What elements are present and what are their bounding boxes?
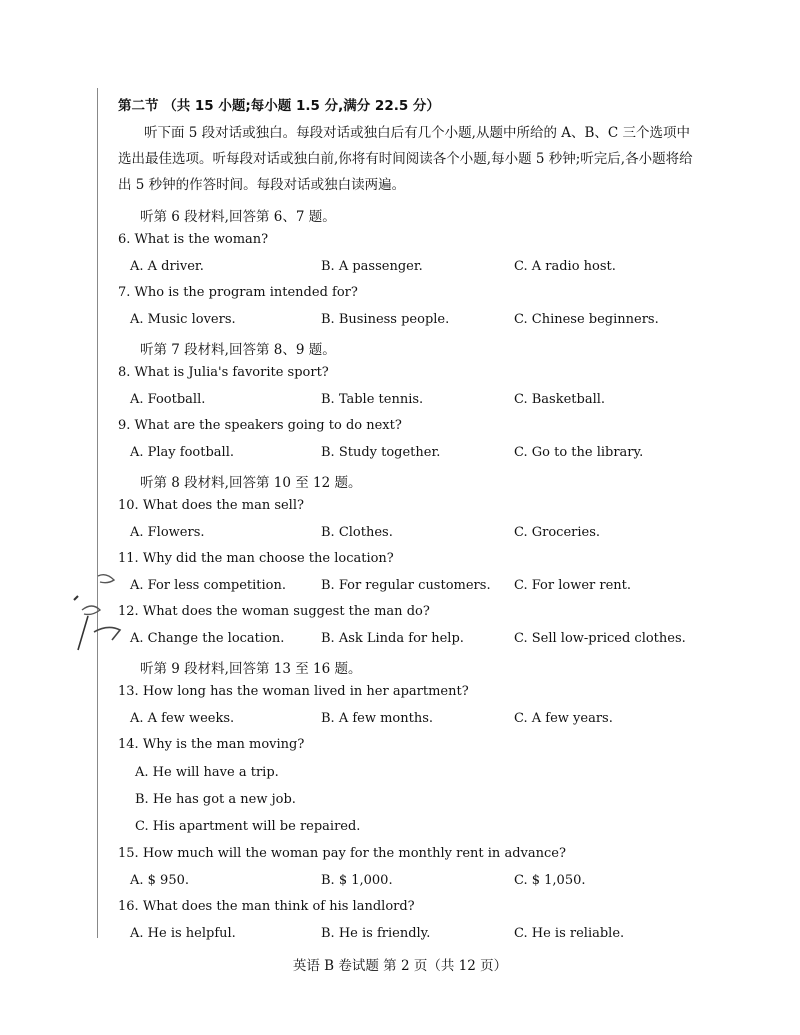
option-b: B. Table tennis. (321, 392, 424, 407)
question-text: What does the man sell? (142, 498, 304, 513)
option-c: C. Sell low-priced clothes. (514, 631, 686, 646)
question-text: How long has the woman lived in her apartment? (142, 684, 469, 699)
question-15 (118, 846, 566, 861)
option-c: C. For lower rent. (514, 578, 632, 593)
question-text: What are the speakers going to do next? (134, 418, 402, 433)
question-number: 8. (118, 365, 131, 380)
option-b: B. He is friendly. (321, 926, 431, 941)
option-b: B. A passenger. (321, 259, 423, 274)
option-c: C. Basketball. (514, 392, 606, 407)
question-text: What is the woman? (134, 232, 269, 247)
pencil-scribble-icon (70, 570, 140, 660)
question-text: Who is the program intended for? (134, 285, 358, 300)
question-14 (118, 737, 304, 752)
question-10 (118, 498, 304, 513)
option-a: A. A driver. (130, 259, 204, 274)
option-a: A. Change the location. (130, 631, 285, 646)
question-number: 10. (118, 498, 139, 513)
option-b: B. Study together. (321, 445, 441, 460)
group-instruction: 听第 6 段材料,回答第 6、7 题。 (140, 209, 336, 225)
option-b: B. A few months. (321, 711, 434, 726)
option-c: C. He is reliable. (514, 926, 625, 941)
group-instruction: 听第 7 段材料,回答第 8、9 题。 (140, 342, 336, 358)
option-c: C. Chinese beginners. (514, 312, 659, 327)
section-instruction: 听下面 5 段对话或独白。每段对话或独白后有几个小题,从题中所给的 A、B、C 三个选项中选出最佳选项。听每段对话或独白前,你将有时间阅读各个小题,每小题 5 秒钟;听完后,各小题将给出 5 秒钟的作答时间。每段对话或独白读两遍。 (118, 125, 693, 193)
question-6 (118, 232, 268, 247)
question-text: What does the man think of his landlord? (142, 899, 415, 914)
question-number: 12. (118, 604, 139, 619)
option-a: A. For less competition. (130, 578, 287, 593)
question-text: Why is the man moving? (142, 737, 305, 752)
question-text: What is Julia's favorite sport? (134, 365, 329, 380)
option-a: A. He will have a trip. (135, 765, 279, 780)
question-number: 9. (118, 418, 131, 433)
page-footer: 英语 B 卷试题 第 2 页（共 12 页） (292, 958, 508, 974)
section-title: 第二节 （共 15 小题;每小题 1.5 分,满分 22.5 分） (118, 98, 440, 114)
question-text: Why did the man choose the location? (142, 551, 394, 566)
option-a: A. A few weeks. (130, 711, 235, 726)
option-b: B. He has got a new job. (135, 792, 296, 807)
option-b: B. Clothes. (321, 525, 393, 540)
option-a: A. Music lovers. (130, 312, 236, 327)
question-9 (118, 418, 402, 433)
question-number: 16. (118, 899, 139, 914)
group-instruction: 听第 9 段材料,回答第 13 至 16 题。 (140, 661, 362, 677)
option-c: C. His apartment will be repaired. (135, 819, 361, 834)
option-c: C. $ 1,050. (514, 873, 586, 888)
group-instruction: 听第 8 段材料,回答第 10 至 12 题。 (140, 475, 362, 491)
question-number: 7. (118, 285, 131, 300)
question-number: 13. (118, 684, 139, 699)
option-a: A. Play football. (130, 445, 234, 460)
question-8 (118, 365, 329, 380)
option-b: B. For regular customers. (321, 578, 491, 593)
option-a: A. Football. (130, 392, 206, 407)
question-text: How much will the woman pay for the monthly rent in advance? (142, 846, 566, 861)
question-7 (118, 285, 358, 300)
question-number: 14. (118, 737, 139, 752)
option-c: C. Go to the library. (514, 445, 644, 460)
question-number: 6. (118, 232, 131, 247)
margin-line (97, 88, 98, 938)
option-b: B. Business people. (321, 312, 450, 327)
question-13 (118, 684, 469, 699)
question-number: 11. (118, 551, 139, 566)
option-b: B. Ask Linda for help. (321, 631, 464, 646)
option-c: C. A few years. (514, 711, 613, 726)
option-c: C. A radio host. (514, 259, 616, 274)
option-a: A. $ 950. (130, 873, 190, 888)
option-b: B. $ 1,000. (321, 873, 393, 888)
option-a: A. Flowers. (130, 525, 205, 540)
question-16 (118, 899, 415, 914)
question-12 (118, 604, 430, 619)
question-11 (118, 551, 394, 566)
question-text: What does the woman suggest the man do? (142, 604, 430, 619)
question-number: 15. (118, 846, 139, 861)
option-c: C. Groceries. (514, 525, 601, 540)
option-a: A. He is helpful. (130, 926, 236, 941)
